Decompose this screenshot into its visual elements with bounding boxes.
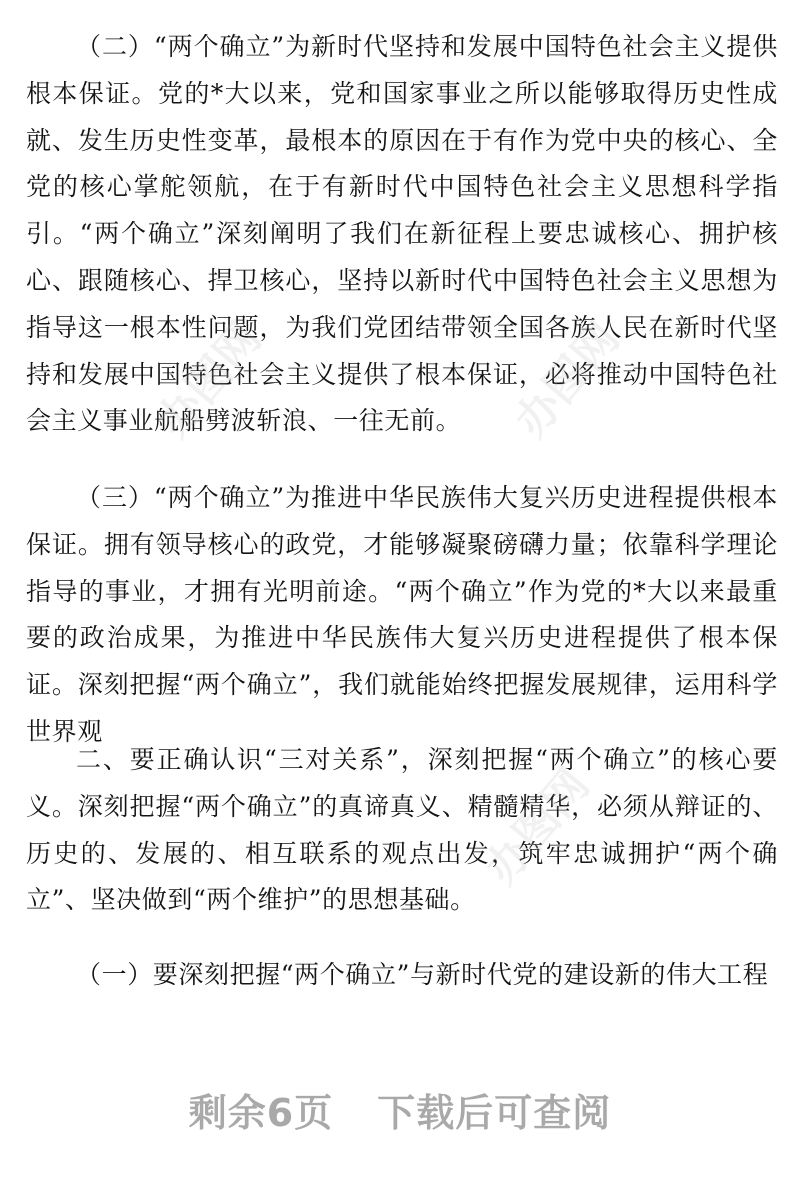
watermark-logo: 办图网	[505, 312, 630, 447]
download-banner[interactable]	[0, 1082, 800, 1137]
paragraph-heading-three-relations: 二、要正确认识“三对关系”，深刻把握“两个确立”的核心要义。深刻把握“两个确立”的真谛真义、精髓精华，必须从辩证的、历史的、发展的、相互联系的观点出发，筑牢忠诚拥护“两个确立”、坚决做到“两个维护”的思想基础。	[26, 745, 778, 915]
paragraph-section-2-2: （二）“两个确立”为新时代坚持和发展中国特色社会主义提供根本保证。党的*大以来，党和国家事业之所以能够取得历史性成就、发生历史性变革，最根本的原因在于有作为党中央的核心、全党的核心掌舵领航，在于有新时代中国特色社会主义思想科学指引。“两个确立”深刻阐明了我们在新征程上要忠诚核心、拥护核心、跟随核心、捍卫核心，坚持以新时代中国特色社会主义思想为指导这一根本性问题，为我们党团结带领全国各族人民在新时代坚持和发展中国特色社会主义提供了根本保证，必将推动中国特色社会主义事业航船劈波斩浪、一往无前。	[26, 32, 778, 436]
download-prompt-label: 下载后可查阅	[377, 1091, 612, 1135]
paragraph-subsection-1: （一）要深刻把握“两个确立”与新时代党的建设新的伟大工程	[76, 960, 769, 989]
remaining-pages-label: 剩余6页	[188, 1091, 334, 1135]
paragraph-section-2-3: （三）“两个确立”为推进中华民族伟大复兴历史进程提供根本保证。拥有领导核心的政党，才能够凝聚磅礴力量；依靠科学理论指导的事业，才拥有光明前途。“两个确立”作为党的*大以来最重要的政治成果，为推进中华民族伟大复兴历史进程提供了根本保证。深刻把握“两个确立”，我们就能始终把握发展规律，运用科学世界观	[26, 483, 778, 746]
watermark-logo: 办图网	[147, 312, 272, 447]
watermark-logo: 办图网	[475, 759, 600, 894]
